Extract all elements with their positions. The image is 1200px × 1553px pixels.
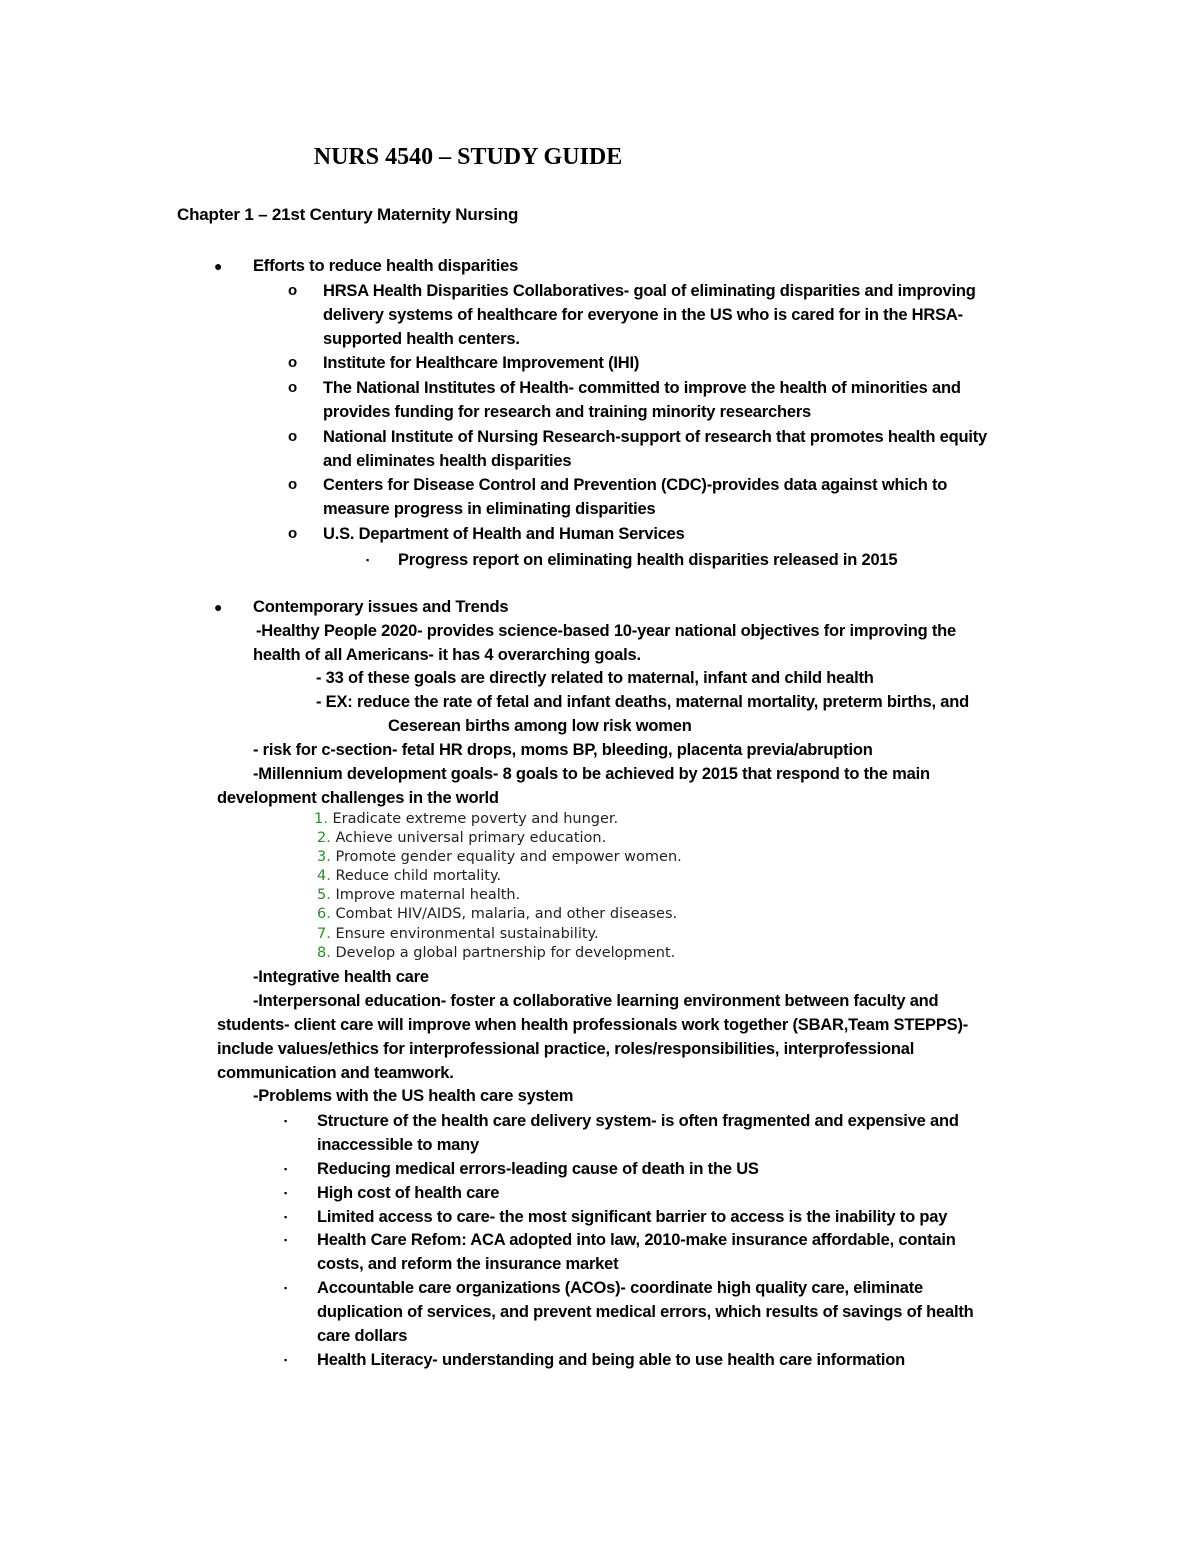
list-item: Reducing medical errors-leading cause of death in the US [317,1160,759,1178]
goal-item [317,905,677,923]
text-line: development challenges in the world [217,789,499,807]
text-line: students- client care will improve when health professionals work together (SBAR,Team STEPPS)- [217,1016,969,1034]
bullet-square: ▪ [284,1188,288,1198]
list-item: National Institute of Nursing Research-support of research that promotes health equity [323,428,987,446]
text-line: health of all Americans- it has 4 overarching goals. [253,646,641,664]
goal-text: Promote gender equality and empower women. [335,849,682,865]
goal-number: 3. [317,849,331,865]
list-item-continued: care dollars [317,1327,408,1345]
goal-text: Improve maternal health. [335,887,521,903]
goal-number: 6. [317,906,331,922]
list-item: Accountable care organizations (ACOs)- coordinate high quality care, eliminate [317,1279,924,1297]
goal-text: Reduce child mortality. [335,868,502,884]
goal-number: 4. [317,868,331,884]
goal-number: 7. [317,926,331,942]
list-item: Limited access to care- the most significant barrier to access is the inability to pay [317,1208,948,1226]
bullet-square: ▪ [284,1355,288,1365]
goal-item [317,886,520,904]
text-line: -Problems with the US health care system [253,1087,574,1105]
goal-item [317,829,606,847]
bullet-square: ▪ [366,555,370,565]
text-line: -Healthy People 2020- provides science-based 10-year national objectives for improving the [256,622,956,640]
goal-text: Combat HIV/AIDS, malaria, and other diseases. [335,906,678,922]
text-line: - 33 of these goals are directly related to maternal, infant and child health [316,669,874,687]
bullet-open: o [288,428,298,445]
goal-text: Eradicate extreme poverty and hunger. [332,811,619,827]
list-item-continued: measure progress in eliminating disparities [323,500,656,518]
goal-item [314,810,618,828]
list-item-continued: inaccessible to many [317,1136,479,1154]
list-item-continued: supported health centers. [323,330,520,348]
bullet-square: ▪ [284,1212,288,1222]
list-item: Centers for Disease Control and Prevention (CDC)-provides data against which to [323,476,948,494]
list-item-continued: delivery systems of healthcare for everyone in the US who is cared for in the HRSA- [323,306,963,324]
goal-item [317,944,675,962]
list-item: The National Institutes of Health- committed to improve the health of minorities and [323,379,961,397]
bullet-filled: ● [214,258,223,274]
chapter-heading: Chapter 1 – 21st Century Maternity Nursing [177,205,519,224]
list-item-continued: and eliminates health disparities [323,452,572,470]
bullet-open: o [288,379,298,396]
goal-number: 8. [317,945,331,961]
bullet-square: ▪ [284,1235,288,1245]
list-item-continued: provides funding for research and training minority researchers [323,403,812,421]
list-item-continued: costs, and reform the insurance market [317,1255,619,1273]
bullet-square: ▪ [284,1283,288,1293]
sub-list-item: Progress report on eliminating health disparities released in 2015 [398,551,898,569]
bullet-square: ▪ [284,1164,288,1174]
text-line: - risk for c-section- fetal HR drops, moms BP, bleeding, placenta previa/abruption [253,741,873,759]
section-heading: Efforts to reduce health disparities [253,257,519,275]
text-line: - EX: reduce the rate of fetal and infant deaths, maternal mortality, preterm births, and [316,693,970,711]
bullet-open: o [288,282,298,299]
goal-item [317,848,682,866]
document-title: NURS 4540 – STUDY GUIDE [313,144,623,170]
goal-item [317,925,599,943]
goal-text: Achieve universal primary education. [335,830,607,846]
text-line: Ceserean births among low risk women [388,717,692,735]
goal-text: Ensure environmental sustainability. [335,926,599,942]
list-item: Health Care Refom: ACA adopted into law, 2010-make insurance affordable, contain [317,1231,956,1249]
text-line: -Millennium development goals- 8 goals to be achieved by 2015 that respond to the main [253,765,930,783]
bullet-open: o [288,354,298,371]
text-line: -Integrative health care [253,968,429,986]
list-item: Health Literacy- understanding and being able to use health care information [317,1351,906,1369]
text-line: communication and teamwork. [217,1064,454,1082]
goal-number: 5. [317,887,331,903]
bullet-open: o [288,525,298,542]
bullet-filled: ● [214,599,223,615]
list-item: HRSA Health Disparities Collaboratives- goal of eliminating disparities and improving [323,282,976,300]
list-item: Institute for Healthcare Improvement (IHI) [323,354,640,372]
list-item: Structure of the health care delivery system- is often fragmented and expensive and [317,1112,959,1130]
bullet-open: o [288,476,298,493]
text-line: include values/ethics for interprofessional practice, roles/responsibilities, interprofessional [217,1040,915,1058]
goal-text: Develop a global partnership for development. [335,945,676,961]
list-item: U.S. Department of Health and Human Services [323,525,685,543]
list-item: High cost of health care [317,1184,500,1202]
goal-number: 1. [314,811,328,827]
list-item-continued: duplication of services, and prevent medical errors, which results of savings of health [317,1303,974,1321]
section-heading: Contemporary issues and Trends [253,598,509,616]
text-line: -Interpersonal education- foster a collaborative learning environment between faculty and [253,992,939,1010]
bullet-square: ▪ [284,1116,288,1126]
goal-number: 2. [317,830,331,846]
goal-item [317,867,501,885]
